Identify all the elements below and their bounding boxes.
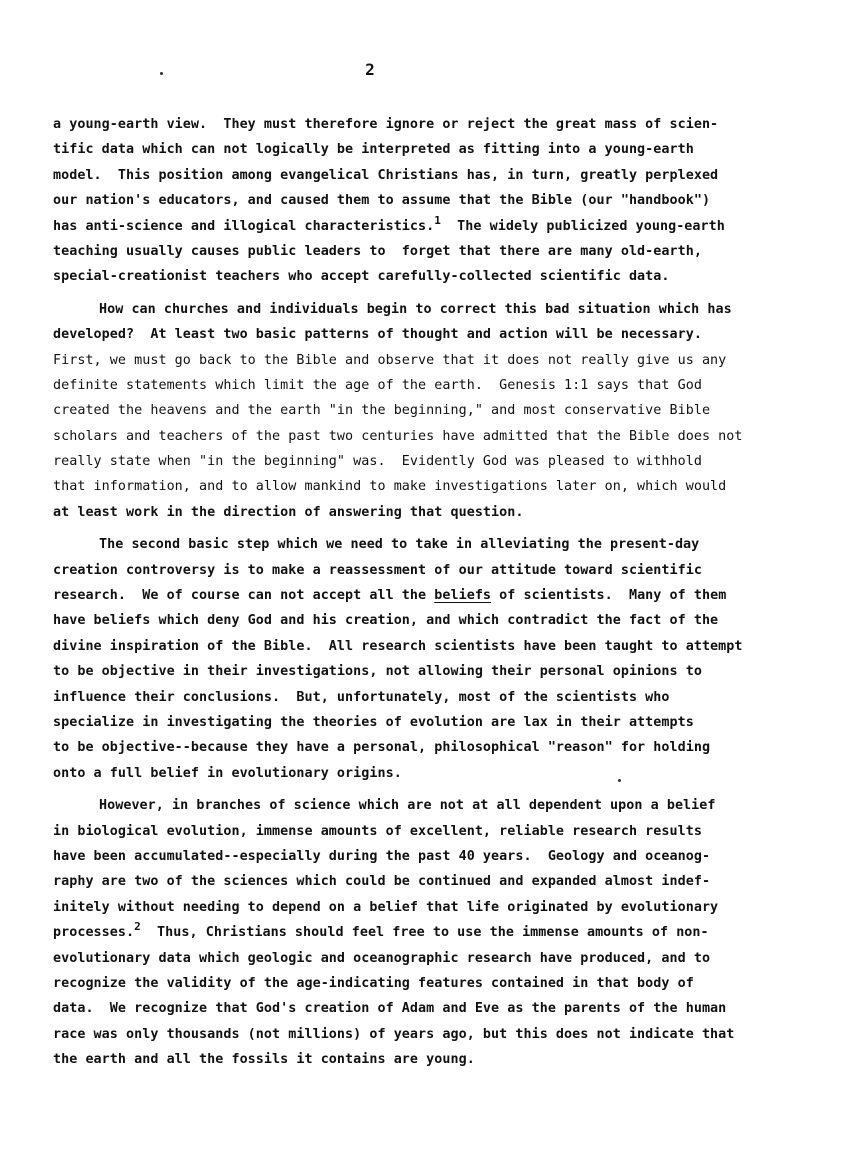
text-line: definite statements which limit the age of the earth. Genesis 1:1 says that God <box>53 377 702 393</box>
text-line: a young-earth view. They must therefore ignore or reject the great mass of scien- <box>53 117 719 132</box>
text-line: data. We recognize that God's creation of Adam and Eve as the parents of the human <box>53 1001 727 1017</box>
text-line: have beliefs which deny God and his creation, and which contradict the fact of the <box>53 613 719 629</box>
text-line: in biological evolution, immense amounts of excellent, reliable research results <box>53 823 702 839</box>
text-line: How can churches and individuals begin to correct this bad situation which has <box>99 301 732 317</box>
text-line: scholars and teachers of the past two centuries have admitted that the Bible does not <box>53 428 743 444</box>
page-number: 2 <box>365 60 375 79</box>
text-line: creation controversy is to make a reassessment of our attitude toward scientific <box>53 562 702 578</box>
text-line: to be objective--because they have a personal, philosophical "reason" for holding <box>53 740 711 756</box>
text-line: the earth and all the fossils it contains are young. <box>53 1052 475 1068</box>
paragraph <box>53 112 803 290</box>
text-line: race was only thousands (not millions) of years ago, but this does not indicate that <box>53 1026 735 1042</box>
footnote-marker: 2 <box>134 920 141 934</box>
text-line: specialize in investigating the theories of evolution are lax in their attempts <box>53 714 694 730</box>
text-line: that information, and to allow mankind to make investigations later on, which would <box>53 479 727 495</box>
text-line: raphy are two of the sciences which could be continued and expanded almost indef- <box>53 874 711 890</box>
text-line: model. This position among evangelical Christians has, in turn, greatly perplexed <box>53 167 719 183</box>
paragraph <box>53 532 803 786</box>
text-line: research. We of course can not accept all the beliefs of scientists. Many of them <box>53 588 727 604</box>
text-line: initely without needing to depend on a belief that life originated by evolutionary <box>53 899 719 915</box>
text-line: onto a full belief in evolutionary origins. <box>53 765 402 781</box>
body-text <box>53 112 803 1072</box>
footnote-marker: 1 <box>434 213 441 227</box>
text-line: divine inspiration of the Bible. All research scientists have been taught to attempt <box>53 638 743 654</box>
text-line: special-creationist teachers who accept carefully-collected scientific data. <box>53 269 670 285</box>
text-line: However, in branches of science which are not at all dependent upon a belief <box>99 798 716 814</box>
text-line: created the heavens and the earth "in the beginning," and most conservative Bible <box>53 403 711 419</box>
text-line: at least work in the direction of answering that question. <box>53 504 524 520</box>
text-line: influence their conclusions. But, unfortunately, most of the scientists who <box>53 689 670 705</box>
text-line: processes.$^2$ Thus, Christians should feel free to use the immense amounts of non- <box>53 920 709 941</box>
text-line: recognize the validity of the age-indicating features contained in that body of <box>53 975 694 991</box>
text-line: has anti-science and illogical characteristics.$^1$ The widely publicized young-earth <box>53 213 725 234</box>
paragraph <box>53 793 803 1072</box>
text-line: have been accumulated--especially during the past 40 years. Geology and oceanog- <box>53 848 711 864</box>
scan-speck <box>160 72 163 75</box>
text-line: to be objective in their investigations, not allowing their personal opinions to <box>53 664 702 680</box>
text-line: evolutionary data which geologic and oceanographic research have produced, and to <box>53 950 711 966</box>
paragraph <box>53 297 803 526</box>
text-line: tific data which can not logically be interpreted as fitting into a young-earth <box>53 142 694 158</box>
text-line: The second basic step which we need to take in alleviating the present-day <box>99 537 700 553</box>
text-line: developed? At least two basic patterns of thought and action will be necessary. <box>53 327 702 343</box>
text-line: our nation's educators, and caused them to assume that the Bible (our "handbook") <box>53 193 711 209</box>
text-line: First, we must go back to the Bible and observe that it does not really give us any <box>53 352 727 368</box>
text-line: teaching usually causes public leaders to forget that there are many old-earth, <box>53 243 702 259</box>
underlined-word: beliefs <box>434 588 492 604</box>
text-line: really state when "in the beginning" was. Evidently God was pleased to withhold <box>53 454 702 470</box>
